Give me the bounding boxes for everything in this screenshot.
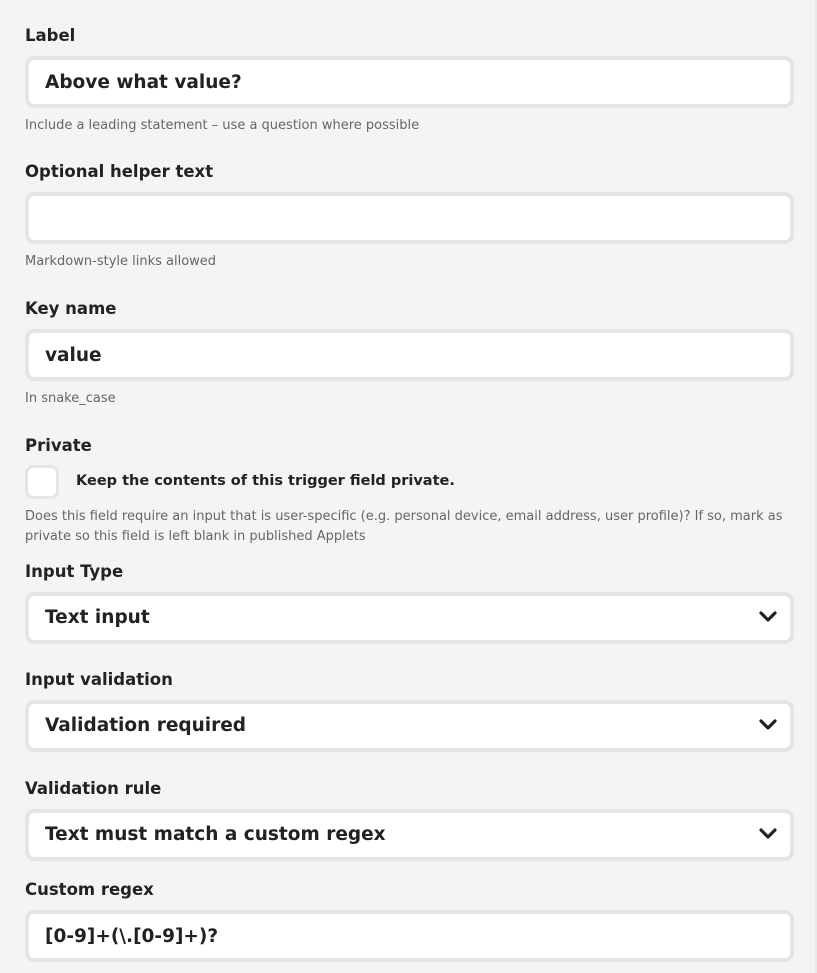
chevron-down-icon — [758, 717, 778, 733]
input-validation-select[interactable] — [25, 700, 794, 752]
key-field-box[interactable] — [25, 329, 794, 381]
chevron-down-icon — [758, 826, 778, 842]
helper-field-hint: Markdown-style links allowed — [25, 254, 217, 269]
private-checkbox[interactable] — [25, 465, 59, 499]
input-validation-label: Input validation — [25, 670, 173, 689]
private-checkbox-label[interactable]: Keep the contents of this trigger field private. — [76, 473, 455, 489]
helper-text-input[interactable] — [29, 196, 790, 240]
input-type-label: Input Type — [25, 562, 124, 581]
input-type-selected: Text input — [45, 607, 150, 628]
custom-regex-label: Custom regex — [25, 880, 154, 899]
custom-regex-input[interactable] — [29, 914, 790, 958]
helper-field-label: Optional helper text — [25, 162, 214, 181]
label-field-label: Label — [25, 26, 76, 45]
chevron-down-icon — [758, 609, 778, 625]
label-field-box[interactable] — [25, 56, 794, 108]
validation-rule-select[interactable] — [25, 809, 794, 861]
input-type-select[interactable] — [25, 592, 794, 644]
label-input[interactable] — [29, 60, 790, 104]
validation-rule-selected: Text must match a custom regex — [45, 824, 386, 845]
input-validation-selected: Validation required — [45, 715, 247, 736]
label-field-hint: Include a leading statement – use a question where possible — [25, 118, 420, 133]
helper-field-box[interactable] — [25, 192, 794, 244]
key-field-label: Key name — [25, 299, 117, 318]
validation-rule-label: Validation rule — [25, 779, 162, 798]
private-field-hint: Does this field require an input that is user-specific (e.g. personal device, email address, user profile)? If so, mark as private so this field is left blank in published Applets — [25, 509, 783, 544]
key-name-input[interactable] — [29, 333, 790, 377]
custom-regex-box[interactable] — [25, 910, 794, 962]
private-field-label: Private — [25, 436, 92, 455]
key-field-hint: In snake_case — [25, 391, 116, 406]
